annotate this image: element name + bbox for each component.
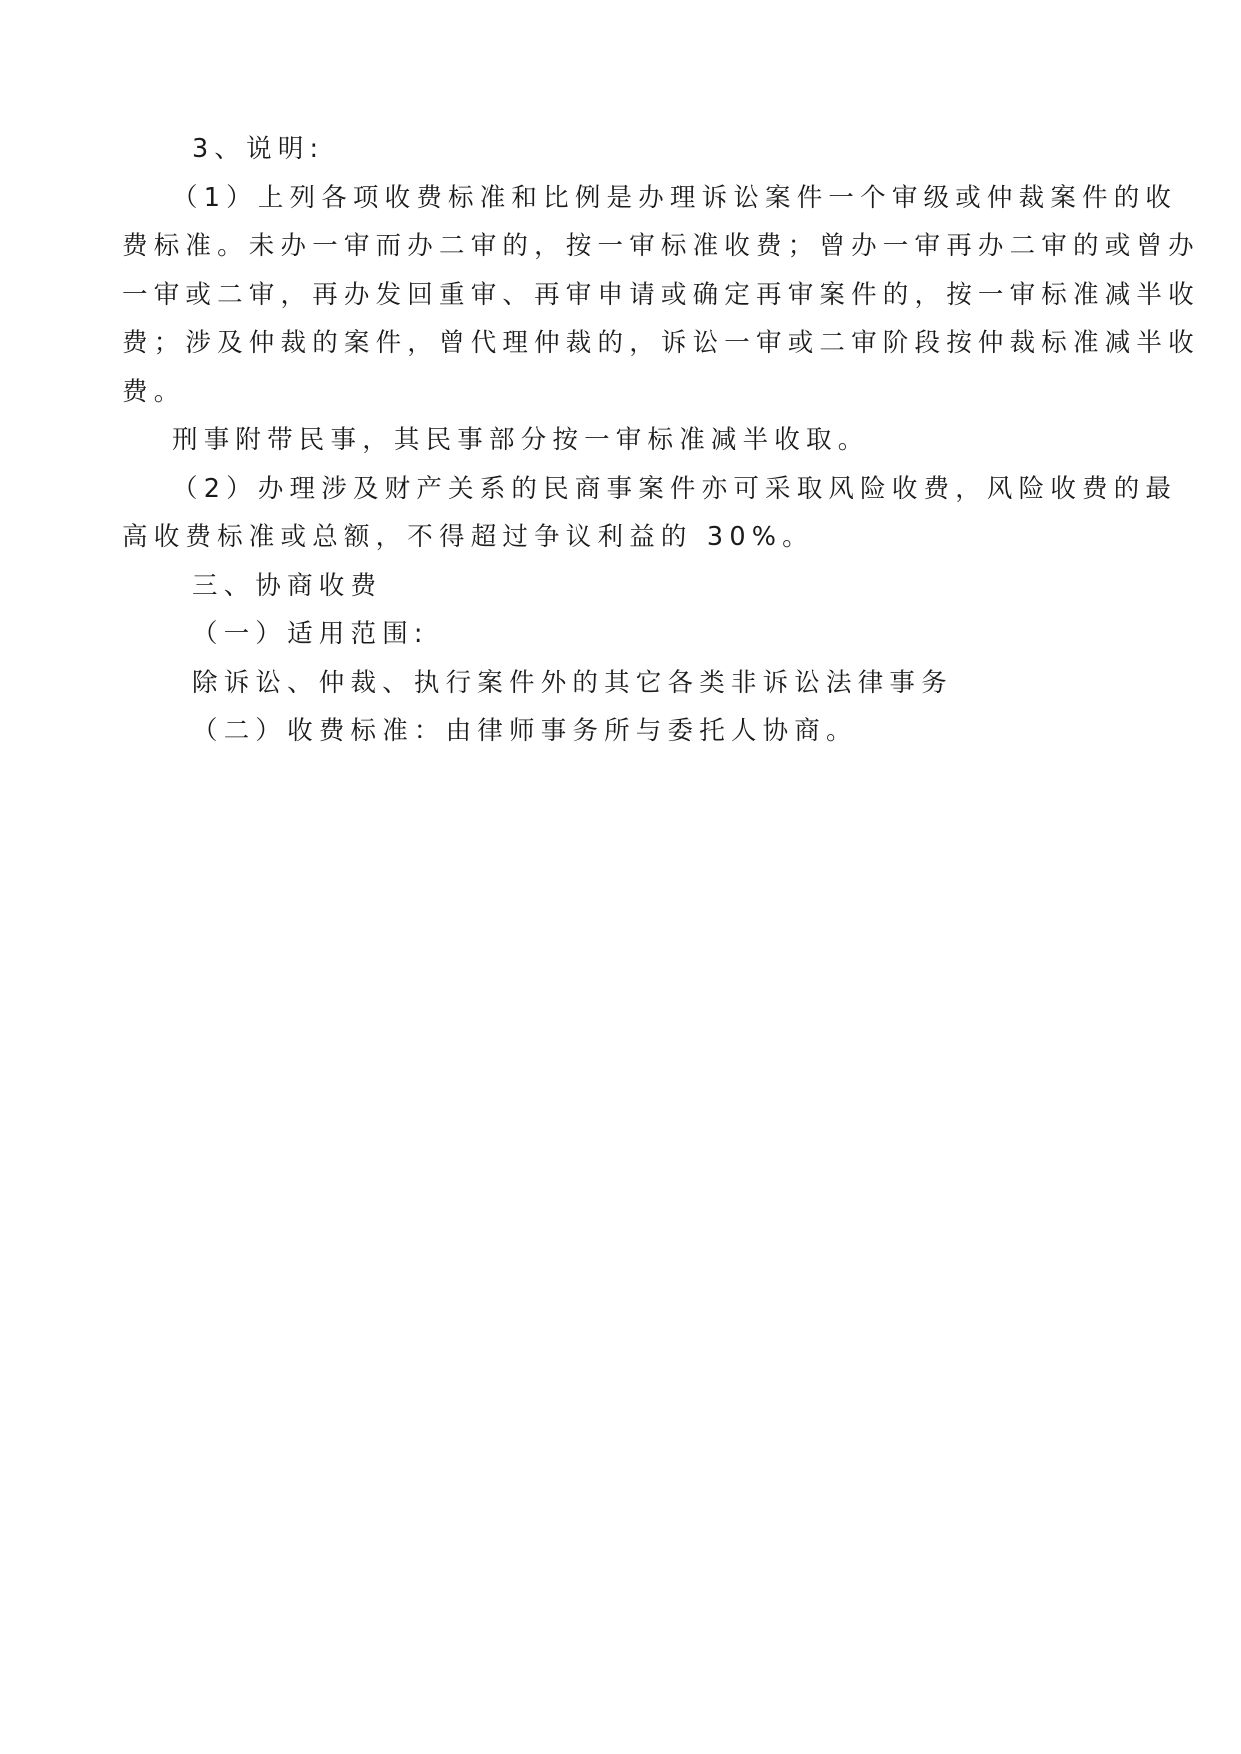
paragraph-3: [122, 465, 1178, 562]
section-heading-explanation: 3、说明:: [192, 134, 325, 164]
paragraph-line: 一审或二审，再办发回重审、再审申请或确定再审案件的，按一审标准减半收: [122, 279, 1200, 310]
paragraph-1: [122, 174, 1200, 417]
scope-text: 除诉讼、仲裁、执行案件外的其它各类非诉讼法律事务: [192, 667, 953, 698]
paragraph-line: 高收费标准或总额，不得超过争议利益的 30%。: [122, 522, 814, 552]
section-heading-negotiated-fees: 三、协商收费: [192, 570, 383, 601]
paragraph-line: 费。: [122, 376, 186, 407]
paragraph-line: （1）上列各项收费标准和比例是办理诉讼案件一个审级或仲裁案件的收: [172, 182, 1178, 213]
paragraph-line: （2）办理涉及财产关系的民商事案件亦可采取风险收费，风险收费的最: [172, 473, 1178, 504]
paragraph-2: 刑事附带民事，其民事部分按一审标准减半收取。: [172, 425, 870, 455]
paragraph-line: 费标准。未办一审而办二审的，按一审标准收费；曾办一审再办二审的或曾办: [122, 231, 1200, 261]
paragraph-line: 费；涉及仲裁的案件，曾代理仲裁的，诉讼一审或二审阶段按仲裁标准减半收: [122, 328, 1200, 358]
subheading-scope: （一）适用范围:: [192, 619, 429, 649]
fee-standard-text: （二）收费标准：由律师事务所与委托人协商。: [192, 716, 858, 746]
document-body: [122, 125, 1200, 756]
